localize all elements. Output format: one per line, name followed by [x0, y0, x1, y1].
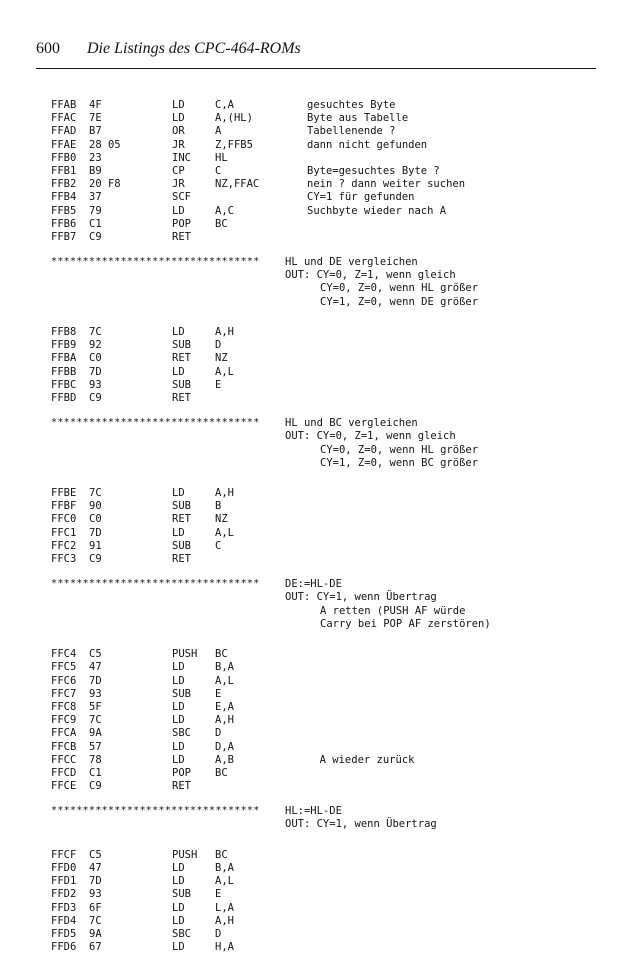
address: FFD5 — [51, 927, 77, 940]
separator-stars: ********************************* — [51, 256, 260, 268]
mnemonic: LD — [172, 526, 185, 539]
separator-stars: ********************************* — [51, 578, 260, 590]
opcode-bytes: C5 — [89, 648, 102, 661]
section-note: Carry bei POP AF zerstören) — [320, 617, 491, 630]
operands: BC — [215, 766, 228, 779]
address: FFB0 — [51, 151, 77, 164]
operands: B — [215, 500, 222, 513]
opcode-bytes: 7D — [89, 365, 102, 378]
section-note: CY=0, Z=0, wenn HL größer — [320, 282, 479, 295]
mnemonic: LD — [172, 714, 185, 727]
code-line — [0, 138, 600, 152]
mnemonic: LD — [172, 941, 185, 954]
code-line — [0, 927, 600, 941]
address: FFC9 — [51, 714, 77, 727]
operands: B,A — [215, 861, 234, 874]
mnemonic: RET — [172, 553, 191, 566]
page-title: Die Listings des CPC-464-ROMs — [87, 40, 301, 57]
mnemonic: PUSH — [172, 848, 198, 861]
address: FFCC — [51, 753, 77, 766]
comment: Suchbyte wieder nach A — [307, 204, 447, 217]
opcode-bytes: 28 05 — [89, 138, 121, 151]
address: FFD1 — [51, 875, 77, 888]
section-note: CY=1, Z=0, wenn DE größer — [320, 295, 479, 308]
operands: C — [215, 539, 222, 552]
address: FFCD — [51, 766, 77, 779]
address: FFBE — [51, 487, 77, 500]
section-note: OUT: CY=1, wenn Übertrag — [285, 818, 437, 831]
address: FFBF — [51, 500, 77, 513]
address: FFB5 — [51, 204, 77, 217]
mnemonic: INC — [172, 151, 191, 164]
operands: L,A — [215, 901, 234, 914]
opcode-bytes: 7D — [89, 674, 102, 687]
comment: CY=1 für gefunden — [307, 191, 415, 204]
opcode-bytes: 23 — [89, 151, 102, 164]
mnemonic: LD — [172, 365, 185, 378]
opcode-bytes: B7 — [89, 125, 102, 138]
operands: E,A — [215, 700, 234, 713]
operands: A,L — [215, 875, 234, 888]
address: FFCA — [51, 727, 77, 740]
address: FFAC — [51, 112, 77, 125]
address: FFC0 — [51, 513, 77, 526]
opcode-bytes: C9 — [89, 392, 102, 405]
operands: C — [215, 165, 222, 177]
section-title: HL:=HL-DE — [285, 805, 342, 818]
code-line — [0, 539, 600, 553]
comment: A wieder zurück — [307, 753, 415, 766]
section-note: OUT: CY=1, wenn Übertrag — [285, 591, 437, 604]
code-line — [0, 98, 600, 112]
operands: A,L — [215, 526, 234, 539]
mnemonic: JR — [172, 178, 185, 191]
code-line — [0, 726, 600, 740]
address: FFB7 — [51, 231, 77, 243]
address: FFBB — [51, 365, 77, 378]
code-line — [0, 111, 600, 125]
section-header — [0, 577, 600, 630]
code-line — [0, 660, 600, 674]
mnemonic: RET — [172, 352, 191, 365]
code-line — [0, 526, 600, 540]
address: FFC3 — [51, 553, 77, 566]
section-title: DE:=HL-DE — [285, 578, 342, 591]
section-header — [0, 804, 600, 830]
opcode-bytes: 7D — [89, 526, 102, 539]
address: FFD6 — [51, 941, 77, 954]
code-line — [0, 901, 600, 915]
section-note: CY=1, Z=0, wenn BC größer — [320, 456, 479, 469]
address: FFD4 — [51, 914, 77, 927]
comment: Byte=gesuchtes Byte ? — [307, 165, 440, 177]
operands: NZ — [215, 513, 228, 526]
opcode-bytes: 91 — [89, 539, 102, 552]
code-line — [0, 674, 600, 688]
mnemonic: LD — [172, 99, 185, 111]
operands: A,B — [215, 753, 234, 766]
address: FFBC — [51, 378, 77, 391]
operands: NZ,FFAC — [215, 178, 260, 191]
code-line — [0, 766, 600, 780]
opcode-bytes: 7C — [89, 487, 102, 500]
opcode-bytes: 7C — [89, 326, 102, 339]
address: FFB1 — [51, 165, 77, 177]
section-note: A retten (PUSH AF würde — [320, 604, 466, 617]
opcode-bytes: 93 — [89, 888, 102, 901]
section-header — [0, 255, 600, 308]
mnemonic: POP — [172, 217, 191, 230]
address: FFC2 — [51, 539, 77, 552]
operands: BC — [215, 848, 228, 861]
opcode-bytes: 92 — [89, 339, 102, 352]
mnemonic: LD — [172, 914, 185, 927]
opcode-bytes: 90 — [89, 500, 102, 513]
opcode-bytes: 9A — [89, 727, 102, 740]
operands: D — [215, 727, 222, 740]
opcode-bytes: 20 F8 — [89, 178, 121, 191]
mnemonic: LD — [172, 700, 185, 713]
operands: A,H — [215, 326, 234, 339]
operands: B,A — [215, 661, 234, 674]
mnemonic: LD — [172, 753, 185, 766]
section-title: HL und DE vergleichen — [285, 256, 418, 269]
mnemonic: SBC — [172, 927, 191, 940]
operands: A,H — [215, 714, 234, 727]
opcode-bytes: 78 — [89, 753, 102, 766]
opcode-bytes: 79 — [89, 204, 102, 217]
opcode-bytes: 93 — [89, 687, 102, 700]
opcode-bytes: 67 — [89, 941, 102, 954]
address: FFC1 — [51, 526, 77, 539]
operands: HL — [215, 151, 228, 164]
address: FFD3 — [51, 901, 77, 914]
address: FFBD — [51, 392, 77, 405]
opcode-bytes: B9 — [89, 165, 102, 177]
opcode-bytes: 7C — [89, 914, 102, 927]
mnemonic: JR — [172, 138, 185, 151]
code-line — [0, 753, 600, 767]
address: FFC8 — [51, 700, 77, 713]
operands: A,L — [215, 674, 234, 687]
code-line — [0, 351, 600, 365]
code-line — [0, 779, 600, 793]
mnemonic: LD — [172, 861, 185, 874]
mnemonic: SUB — [172, 500, 191, 513]
address: FFC7 — [51, 687, 77, 700]
operands: A — [215, 125, 222, 138]
mnemonic: SCF — [172, 191, 191, 204]
page-number: 600 — [36, 40, 60, 57]
operands: E — [215, 888, 222, 901]
section-note: OUT: CY=0, Z=1, wenn gleich — [285, 430, 456, 443]
mnemonic: LD — [172, 112, 185, 125]
opcode-bytes: 7E — [89, 112, 102, 125]
code-line — [0, 848, 600, 862]
mnemonic: SUB — [172, 378, 191, 391]
code-line — [0, 914, 600, 928]
address: FFD2 — [51, 888, 77, 901]
opcode-bytes: 5F — [89, 700, 102, 713]
code-line — [0, 861, 600, 875]
address: FFB2 — [51, 178, 77, 191]
opcode-bytes: 57 — [89, 740, 102, 753]
mnemonic: POP — [172, 766, 191, 779]
mnemonic: SUB — [172, 339, 191, 352]
code-line — [0, 512, 600, 526]
mnemonic: SUB — [172, 888, 191, 901]
section-title: HL und BC vergleichen — [285, 417, 418, 430]
opcode-bytes: 47 — [89, 661, 102, 674]
address: FFCE — [51, 780, 77, 793]
comment: nein ? dann weiter suchen — [307, 178, 466, 191]
operands: A,L — [215, 365, 234, 378]
code-line — [0, 874, 600, 888]
mnemonic: SUB — [172, 687, 191, 700]
address: FFC4 — [51, 648, 77, 661]
opcode-bytes: C9 — [89, 780, 102, 793]
opcode-bytes: 7C — [89, 714, 102, 727]
mnemonic: RET — [172, 231, 191, 243]
opcode-bytes: C1 — [89, 217, 102, 230]
code-line — [0, 740, 600, 754]
operands: C,A — [215, 99, 234, 111]
code-line — [0, 151, 600, 165]
operands: D — [215, 339, 222, 352]
operands: A,H — [215, 914, 234, 927]
opcode-bytes: 37 — [89, 191, 102, 204]
code-line — [0, 687, 600, 701]
code-line — [0, 713, 600, 727]
code-line — [0, 552, 600, 566]
address: FFBA — [51, 352, 77, 365]
opcode-bytes: 93 — [89, 378, 102, 391]
section-note: OUT: CY=0, Z=1, wenn gleich — [285, 269, 456, 282]
comment: Tabellenende ? — [307, 125, 396, 138]
code-line — [0, 190, 600, 204]
code-line — [0, 164, 600, 178]
code-line — [0, 217, 600, 231]
mnemonic: LD — [172, 674, 185, 687]
code-line — [0, 230, 600, 244]
opcode-bytes: 6F — [89, 901, 102, 914]
address: FFC5 — [51, 661, 77, 674]
address: FFCF — [51, 848, 77, 861]
mnemonic: SBC — [172, 727, 191, 740]
comment: Byte aus Tabelle — [307, 112, 409, 125]
operands: D — [215, 927, 222, 940]
mnemonic: RET — [172, 513, 191, 526]
section-header — [0, 416, 600, 469]
opcode-bytes: 4F — [89, 99, 102, 111]
code-line — [0, 124, 600, 138]
mnemonic: LD — [172, 487, 185, 500]
mnemonic: SUB — [172, 539, 191, 552]
separator-stars: ********************************* — [51, 805, 260, 817]
opcode-bytes: 7D — [89, 875, 102, 888]
code-line — [0, 338, 600, 352]
opcode-bytes: C0 — [89, 513, 102, 526]
code-line — [0, 365, 600, 379]
operands: Z,FFB5 — [215, 138, 253, 151]
operands: A,(HL) — [215, 112, 253, 125]
address: FFB4 — [51, 191, 77, 204]
code-line — [0, 700, 600, 714]
separator-stars: ********************************* — [51, 417, 260, 429]
mnemonic: PUSH — [172, 648, 198, 661]
mnemonic: LD — [172, 875, 185, 888]
mnemonic: LD — [172, 204, 185, 217]
address: FFCB — [51, 740, 77, 753]
operands: E — [215, 687, 222, 700]
operands: NZ — [215, 352, 228, 365]
address: FFC6 — [51, 674, 77, 687]
address: FFB8 — [51, 326, 77, 339]
opcode-bytes: 47 — [89, 861, 102, 874]
section-note: CY=0, Z=0, wenn HL größer — [320, 443, 479, 456]
code-line — [0, 325, 600, 339]
address: FFAB — [51, 99, 77, 111]
mnemonic: CP — [172, 165, 185, 177]
code-line — [0, 204, 600, 218]
mnemonic: RET — [172, 392, 191, 405]
opcode-bytes: C9 — [89, 553, 102, 566]
comment: dann nicht gefunden — [307, 138, 428, 151]
address: FFAE — [51, 138, 77, 151]
code-line — [0, 940, 600, 954]
code-line — [0, 647, 600, 661]
mnemonic: LD — [172, 901, 185, 914]
address: FFB9 — [51, 339, 77, 352]
opcode-bytes: C5 — [89, 848, 102, 861]
opcode-bytes: C0 — [89, 352, 102, 365]
code-line — [0, 499, 600, 513]
mnemonic: LD — [172, 326, 185, 339]
code-line — [0, 177, 600, 191]
operands: A,H — [215, 487, 234, 500]
operands: D,A — [215, 740, 234, 753]
comment: gesuchtes Byte — [307, 99, 396, 111]
opcode-bytes: 9A — [89, 927, 102, 940]
code-line — [0, 887, 600, 901]
operands: H,A — [215, 941, 234, 954]
code-line — [0, 391, 600, 405]
operands: A,C — [215, 204, 234, 217]
mnemonic: LD — [172, 661, 185, 674]
operands: E — [215, 378, 222, 391]
opcode-bytes: C9 — [89, 231, 102, 243]
code-line — [0, 378, 600, 392]
opcode-bytes: C1 — [89, 766, 102, 779]
operands: BC — [215, 648, 228, 661]
operands: BC — [215, 217, 228, 230]
address: FFD0 — [51, 861, 77, 874]
mnemonic: OR — [172, 125, 185, 138]
address: FFAD — [51, 125, 77, 138]
mnemonic: LD — [172, 740, 185, 753]
address: FFB6 — [51, 217, 77, 230]
code-line — [0, 486, 600, 500]
mnemonic: RET — [172, 780, 191, 793]
